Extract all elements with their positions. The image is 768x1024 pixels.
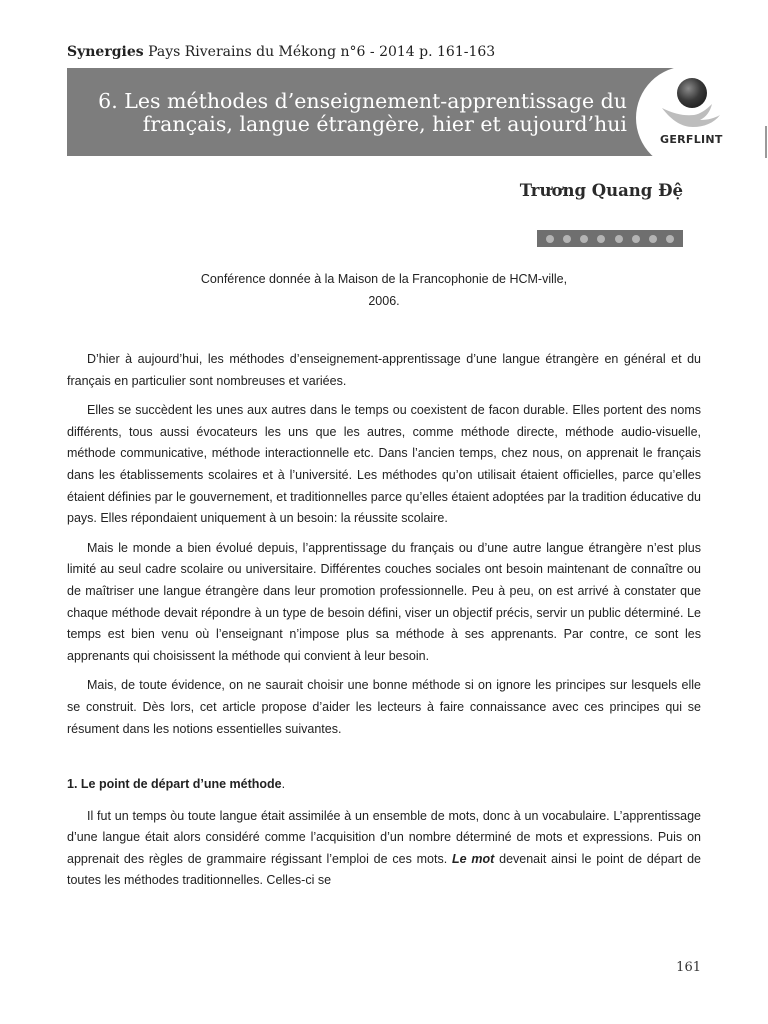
section-paragraph-end: devenait ainsi le point de départ de toutes les méthodes traditionnelles. Celles-ci se [67, 851, 701, 888]
decorative-dot [546, 235, 554, 243]
journal-issue: Pays Riverains du Mékong n°6 - 2014 p. 161-163 [148, 44, 496, 60]
journal-header [67, 44, 495, 60]
decorative-dots-bar [537, 230, 683, 247]
body-paragraph: D’hier à aujourd’hui, les méthodes d’enseignement-apprentissage d’une langue étrangère en général et du français en particulier sont nombreuses et variées. [67, 352, 701, 388]
body-paragraph: Elles se succèdent les unes aux autres dans le temps ou coexistent de facon durable. Elles portent des noms différents, tous aussi évocateurs les uns que les autres, comme méthode directe, méthode audio-visuelle, méthode communicative, méthode interactionnelle etc. Dans l’ancien temps, chez nous, on apprenait le français dans les établissements scolaires et à l’université. Les méthodes qu’on utilisait étaient officielles, parce qu’elles étaient définies par le gouvernement, et traditionnelles parce qu’elles étaient adoptées par la tradition éducative du pays. Elles répondaient uniquement à un besoin: la réussite scolaire. [67, 403, 701, 526]
article-body [67, 349, 701, 900]
author-name: Trương Quang Đệ [519, 181, 683, 200]
title-banner [67, 68, 683, 156]
article-title-line-2: français, langue étrangère, hier et aujourd’hui [142, 112, 627, 136]
decorative-dot [615, 235, 623, 243]
dove-icon [660, 100, 722, 130]
conference-note [67, 268, 701, 312]
conference-line-2: 2006. [368, 294, 400, 308]
section-paragraph [67, 806, 701, 892]
decorative-dot [649, 235, 657, 243]
section-heading-text: 1. Le point de départ d’une méthode [67, 777, 282, 792]
journal-name: Synergies [67, 44, 144, 60]
logo-text: GERFLINT [660, 133, 723, 146]
decorative-dot [580, 235, 588, 243]
body-paragraph: Mais le monde a bien évolué depuis, l’apprentissage du français ou d’une autre langue étrangère n’est plus limité au seul cadre scolaire ou universitaire. Différentes couches sociales ont besoin maintenant de connaître ou de maîtriser une langue étrangère dans leur promotion professionnelle. Peu à peu, on est arrivé à constater que chaque méthode devait répondre à un type de besoin défini, viser un objectif précis, servir un public déterminé. Le temps est bien venu où l’enseignant n’impose plus sa méthode à ses apprenants. Par contre, ce sont les apprenants qui choisissent la méthode qui convient à leur besoin. [67, 540, 701, 663]
section-heading [67, 774, 701, 796]
page-number: 161 [676, 960, 701, 975]
conference-line-1: Conférence donnée à la Maison de la Francophonie de HCM-ville, [200, 272, 568, 286]
decorative-dot [666, 235, 674, 243]
decorative-dot [597, 235, 605, 243]
article-title-line-1: 6. Les méthodes d’enseignement-apprentissage du [98, 89, 627, 113]
decorative-dot [632, 235, 640, 243]
article-title [67, 90, 627, 136]
section-paragraph-start: Il fut un temps òu toute langue était assimilée à un ensemble de mots, donc à un vocabulaire. L’apprentissage d’une langue était alors considéré comme l’acquisition d’un nombre déterminé de mots et expressions. Puis on apprenait des règles de grammaire régissant l’emploi de ces mots. [67, 808, 701, 866]
section-heading-period: . [281, 777, 286, 792]
body-paragraph: Mais, de toute évidence, on ne saurait choisir une bonne méthode si on ignore les principes sur lesquels elle se construit. Dès lors, cet article propose d’aider les lecteurs à faire connaissance avec ces principes qui se résument dans les notions essentielles suivantes. [67, 678, 701, 736]
emphasis-term: Le mot [452, 851, 495, 866]
page-edge-mark [765, 126, 767, 158]
decorative-dot [563, 235, 571, 243]
